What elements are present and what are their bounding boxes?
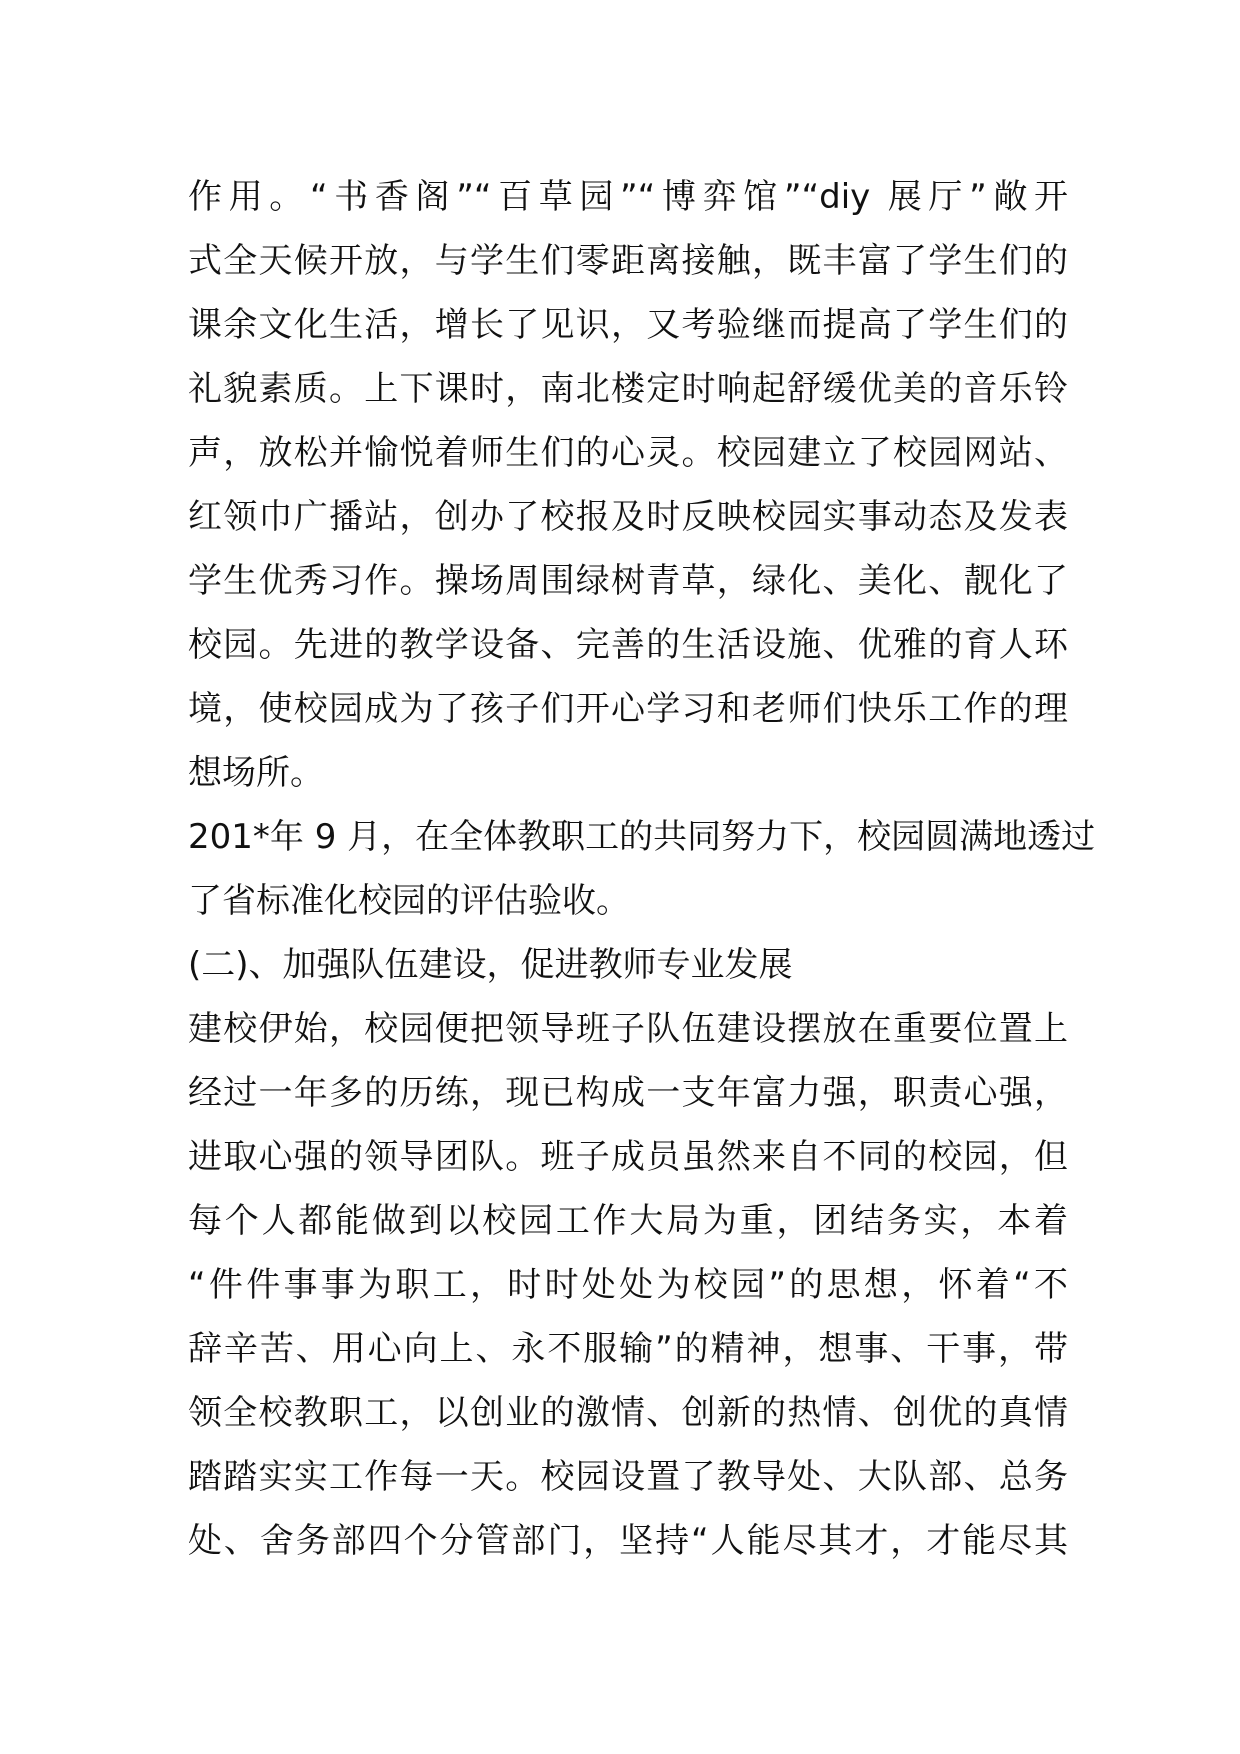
text-line: 学生优秀习作。操场周围绿树青草，绿化、美化、靓化了: [188, 561, 1068, 601]
text-line: 踏踏实实工作每一天。校园设置了教导处、大队部、总务: [188, 1457, 1068, 1497]
text-line: 校园。先进的教学设备、完善的生活设施、优雅的育人环: [188, 625, 1068, 665]
text-line: 式全天候开放，与学生们零距离接触，既丰富了学生们的: [188, 241, 1068, 281]
text-line: 课余文化生活，增长了见识，又考验继而提高了学生们的: [188, 305, 1068, 345]
text-line: 境，使校园成为了孩子们开心学习和老师们快乐工作的理: [188, 689, 1068, 729]
text-line: 辞辛苦、用心向上、永不服输”的精神，想事、干事，带: [188, 1329, 1068, 1369]
text-line: 处、舍务部四个分管部门，坚持“人能尽其才，才能尽其: [188, 1521, 1068, 1561]
section-heading: (二)、加强队伍建设，促进教师专业发展: [188, 945, 793, 985]
text-line: 想场所。: [188, 753, 324, 793]
text-line: 了省标准化校园的评估验收。: [188, 881, 630, 921]
text-line: 作用。“书香阁”“百草园”“博弈馆”“diy 展厅”敞开: [188, 177, 1068, 217]
text-line: 201*年 9 月，在全体教职工的共同努力下，校园圆满地透过: [188, 817, 1096, 857]
text-line: “件件事事为职工，时时处处为校园”的思想，怀着“不: [188, 1265, 1068, 1305]
text-line: 礼貌素质。上下课时，南北楼定时响起舒缓优美的音乐铃: [188, 369, 1068, 409]
text-line: 领全校教职工，以创业的激情、创新的热情、创优的真情: [188, 1393, 1068, 1433]
text-line: 红领巾广播站，创办了校报及时反映校园实事动态及发表: [188, 497, 1068, 537]
document-body: [188, 165, 1096, 1573]
text-line: 建校伊始，校园便把领导班子队伍建设摆放在重要位置上: [188, 1009, 1068, 1049]
text-line: 经过一年多的历练，现已构成一支年富力强，职责心强，: [188, 1073, 1068, 1113]
text-line: 声，放松并愉悦着师生们的心灵。校园建立了校园网站、: [188, 433, 1068, 473]
text-line: 进取心强的领导团队。班子成员虽然来自不同的校园，但: [188, 1137, 1068, 1177]
text-line: 每个人都能做到以校园工作大局为重，团结务实，本着: [188, 1201, 1068, 1241]
